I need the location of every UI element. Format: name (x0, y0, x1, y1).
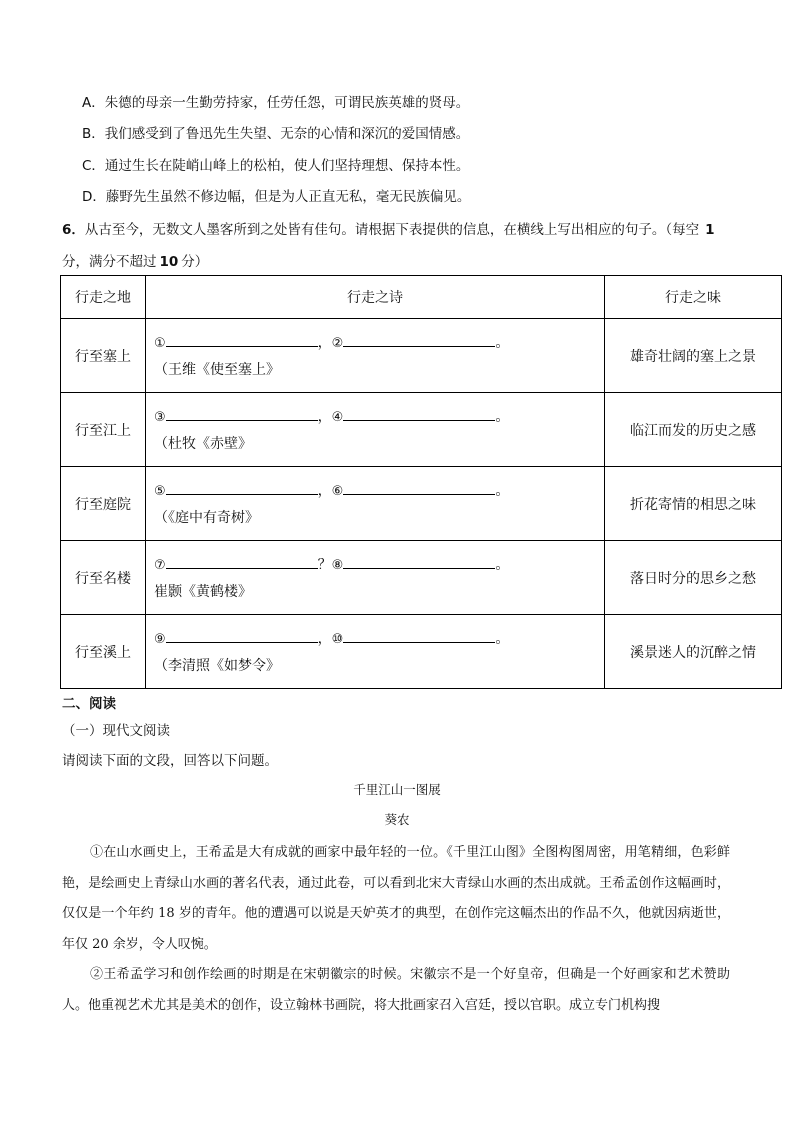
article-paragraph-2: ②王希孟学习和创作绘画的时期是在宋朝徽宗的时候。宋徽宗不是一个好皇帝，但确是一个好画家和艺术赞助人。他重视艺术尤其是美术的创作，设立翰林书画院，将大批画家召入宫廷，授以官职。成立专门机构搜 (62, 967, 730, 1013)
row-poem (146, 319, 605, 393)
answer-blank-8[interactable] (343, 554, 495, 569)
article-author: 葵农 (384, 812, 410, 827)
table-row (61, 615, 782, 689)
separator: ？ (317, 556, 332, 573)
question-6-number: 6． (62, 222, 85, 238)
row-mood: 溪景迷人的沉醉之情 (605, 615, 782, 689)
poem-source: （杜牧《赤壁》 (154, 435, 252, 452)
poem-source: 崔颢《黄鹤楼》 (154, 583, 252, 600)
blank-number: ⑧ (331, 557, 344, 573)
row-poem (146, 615, 605, 689)
answer-blank-2[interactable] (343, 332, 495, 347)
header-poem: 行走之诗 (146, 276, 605, 319)
article-paragraph-1: ①在山水画史上，王希孟是大有成就的画家中最年轻的一位。《千里江山图》全图构图周密，用笔精细，色彩鲜艳，是绘画史上青绿山水画的著名代表，通过此卷，可以看到北宋大青绿山水画的杰出成就。王希孟创作这幅画时，仅仅是一个年约 18 岁的青年。他的遭遇可以说是天妒英才的典型，在创作完这幅杰出的作品不久，他就因病逝世，年仅 20 余岁，令人叹惋。 (62, 845, 730, 952)
option-a: A．朱德的母亲一生勤劳持家，任劳任怨，可谓民族英雄的贤母。 (82, 95, 470, 111)
table-row (61, 393, 782, 467)
end-mark: 。 (495, 408, 510, 425)
poem-source: （李清照《如梦令》 (154, 657, 280, 674)
blank-number: ⑦ (154, 557, 166, 573)
row-poem (146, 467, 605, 541)
blank-number: ③ (154, 409, 166, 425)
row-poem (146, 393, 605, 467)
blank-number: ④ (331, 409, 344, 425)
separator: ， (317, 630, 332, 647)
separator: ， (317, 334, 332, 351)
row-mood: 雄奇壮阔的塞上之景 (605, 319, 782, 393)
question-6-score-each: 1 (705, 222, 715, 238)
table-row (61, 541, 782, 615)
end-mark: 。 (495, 630, 510, 647)
blank-number: ⑥ (331, 483, 344, 499)
answer-blank-3[interactable] (166, 406, 318, 421)
answer-blank-7[interactable] (166, 554, 318, 569)
question-6-score-max: 10 (159, 254, 179, 270)
row-place: 行至名楼 (61, 541, 146, 615)
table-row (61, 467, 782, 541)
reading-instruction: 请阅读下面的文段，回答以下问题。 (62, 753, 278, 769)
blank-number: ② (331, 335, 344, 351)
row-mood: 折花寄情的相思之味 (605, 467, 782, 541)
question-6-text-2: 分，满分不超过 (62, 254, 157, 270)
option-d: D．藤野先生虽然不修边幅，但是为人正直无私，毫无民族偏见。 (82, 189, 471, 205)
answer-blank-1[interactable] (166, 332, 318, 347)
answer-blank-6[interactable] (343, 480, 495, 495)
answer-blank-5[interactable] (166, 480, 318, 495)
poem-table (60, 275, 782, 689)
subsection-title: （一）现代文阅读 (62, 723, 170, 739)
blank-number: ⑨ (154, 631, 166, 647)
blank-number: ⑩ (331, 631, 344, 647)
row-mood: 临江而发的历史之感 (605, 393, 782, 467)
answer-blank-4[interactable] (343, 406, 495, 421)
end-mark: 。 (495, 556, 510, 573)
separator: ， (317, 408, 332, 425)
article-title: 千里江山一图展 (353, 782, 441, 797)
row-mood: 落日时分的思乡之愁 (605, 541, 782, 615)
row-poem (146, 541, 605, 615)
poem-source: （《庭中有奇树》 (154, 509, 259, 526)
blank-number: ① (154, 335, 166, 351)
question-6-line-2 (62, 250, 208, 270)
section-title: 二、阅读 (62, 696, 116, 712)
question-6-text-3: 分） (181, 254, 209, 270)
question-6-line-1 (62, 218, 715, 238)
row-place: 行至溪上 (61, 615, 146, 689)
table-header-row (61, 276, 782, 319)
end-mark: 。 (495, 334, 510, 351)
row-place: 行至塞上 (61, 319, 146, 393)
separator: ， (317, 482, 332, 499)
table-row (61, 319, 782, 393)
option-b: B．我们感受到了鲁迅先生失望、无奈的心情和深沉的爱国情感。 (82, 126, 470, 142)
blank-number: ⑤ (154, 483, 166, 499)
answer-blank-10[interactable] (343, 628, 495, 643)
header-mood: 行走之味 (605, 276, 782, 319)
option-c: C．通过生长在陡峭山峰上的松柏，使人们坚持理想、保持本性。 (82, 158, 470, 174)
answer-blank-9[interactable] (166, 628, 318, 643)
end-mark: 。 (495, 482, 510, 499)
question-6-text: 从古至今，无数文人墨客所到之处皆有佳句。请根据下表提供的信息，在横线上写出相应的句子。（每空 (84, 222, 700, 238)
row-place: 行至庭院 (61, 467, 146, 541)
poem-source: （王维《使至塞上》 (154, 361, 280, 378)
header-place: 行走之地 (61, 276, 146, 319)
row-place: 行至江上 (61, 393, 146, 467)
